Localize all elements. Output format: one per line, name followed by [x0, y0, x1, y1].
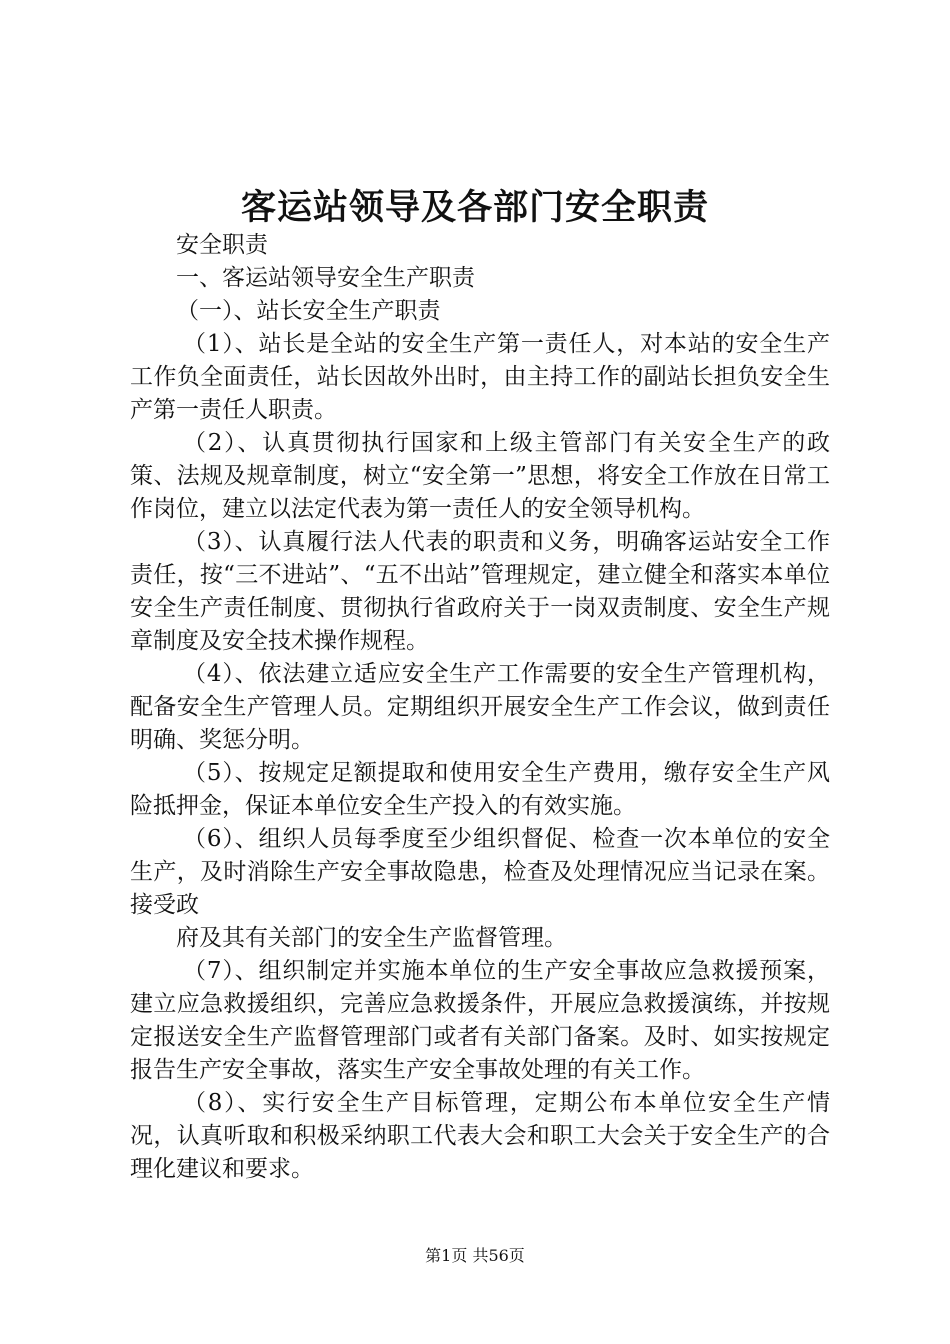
paragraph: （7）、组织制定并实施本单位的生产安全事故应急救援预案，建立应急救援组织，完善应急救援条件，开展应急救援演练，并按规定报送安全生产监督管理部门或者有关部门备案。及时、如实按规定报告生产安全事故，落实生产安全事故处理的有关工作。	[130, 958, 830, 1083]
page-title: 客运站领导及各部门安全职责	[240, 187, 709, 228]
paragraph: （8）、实行安全生产目标管理，定期公布本单位安全生产情况，认真听取和积极采纳职工代表大会和职工大会关于安全生产的合理化建议和要求。	[130, 1090, 830, 1182]
paragraph: （一）、站长安全生产职责	[176, 298, 441, 324]
paragraph: （3）、认真履行法人代表的职责和义务，明确客运站安全工作责任，按“三不进站”、“五不出站”管理规定，建立健全和落实本单位安全生产责任制度、贯彻执行省政府关于一岗双责制度、安全生产规章制度及安全技术操作规程。	[130, 529, 830, 654]
paragraph: 一、客运站领导安全生产职责	[176, 265, 475, 291]
paragraph: 安全职责	[176, 232, 268, 258]
paragraph: （5）、按规定足额提取和使用安全生产费用，缴存安全生产风险抵押金，保证本单位安全生产投入的有效实施。	[130, 760, 830, 819]
paragraph: 府及其有关部门的安全生产监督管理。	[176, 925, 567, 951]
paragraph: （1）、站长是全站的安全生产第一责任人，对本站的安全生产工作负全面责任，站长因故外出时，由主持工作的副站长担负安全生产第一责任人职责。	[130, 331, 830, 423]
paragraph: （4）、依法建立适应安全生产工作需要的安全生产管理机构，配备安全生产管理人员。定期组织开展安全生产工作会议，做到责任明确、奖惩分明。	[130, 661, 830, 753]
document-body	[130, 229, 830, 1186]
paragraph: （6）、组织人员每季度至少组织督促、检查一次本单位的安全生产，及时消除生产安全事故隐患，检查及处理情况应当记录在案。接受政	[130, 826, 830, 918]
paragraph: （2）、认真贯彻执行国家和上级主管部门有关安全生产的政策、法规及规章制度，树立“安全第一”思想，将安全工作放在日常工作岗位，建立以法定代表为第一责任人的安全领导机构。	[130, 430, 830, 522]
page-footer: 第1页 共56页	[425, 1246, 525, 1265]
